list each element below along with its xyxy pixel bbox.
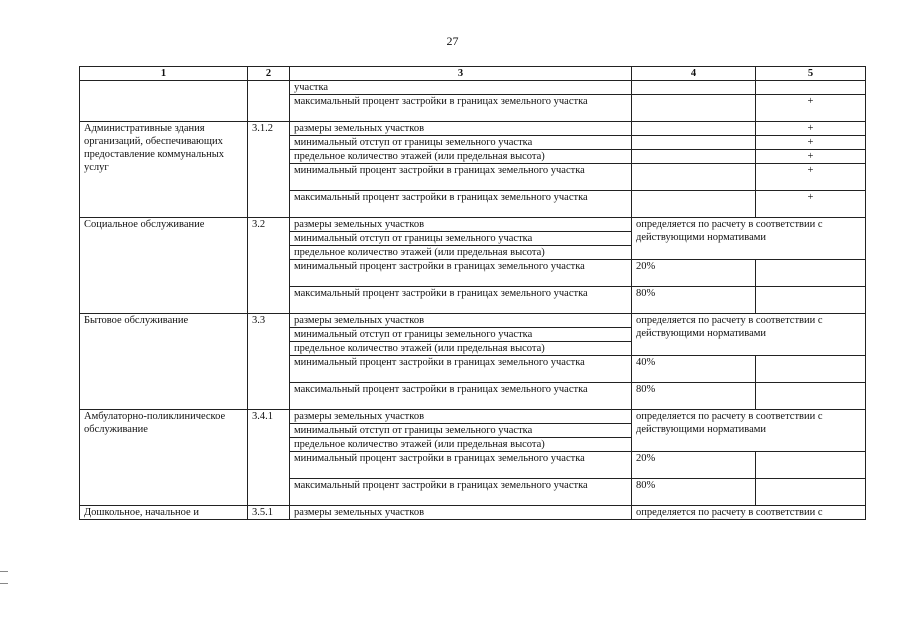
header-row	[80, 67, 866, 81]
parameter-cell: максимальный процент застройки в границах земельного участка	[290, 191, 632, 218]
table-row	[80, 218, 866, 232]
value-cell	[632, 81, 756, 95]
parameter-cell: максимальный процент застройки в границах земельного участка	[290, 287, 632, 314]
mark-cell: +	[756, 95, 866, 122]
parameter-cell: максимальный процент застройки в границах земельного участка	[290, 95, 632, 122]
value-cell	[632, 95, 756, 122]
parameter-cell: размеры земельных участков	[290, 506, 632, 520]
parameter-cell: размеры земельных участков	[290, 314, 632, 328]
header-col-5: 5	[756, 67, 866, 81]
parameter-cell: размеры земельных участков	[290, 122, 632, 136]
use-type-code: 3.1.2	[248, 122, 290, 218]
header-col-4: 4	[632, 67, 756, 81]
mark-cell	[756, 452, 866, 479]
scan-edge-mark	[0, 571, 8, 572]
mark-cell: +	[756, 136, 866, 150]
use-type-code: 3.3	[248, 314, 290, 410]
parameter-cell: предельное количество этажей (или предельная высота)	[290, 438, 632, 452]
mark-cell	[756, 479, 866, 506]
value-cell: 20%	[632, 452, 756, 479]
value-cell	[632, 164, 756, 191]
parameter-cell: минимальный процент застройки в границах земельного участка	[290, 260, 632, 287]
parameter-cell: участка	[290, 81, 632, 95]
parameter-cell: минимальный процент застройки в границах земельного участка	[290, 164, 632, 191]
parameter-cell: минимальный процент застройки в границах земельного участка	[290, 452, 632, 479]
mark-cell	[756, 260, 866, 287]
parameter-cell: максимальный процент застройки в границах земельного участка	[290, 479, 632, 506]
use-type-name: Административные здания организаций, обеспечивающих предоставление коммунальных услуг	[80, 122, 248, 218]
value-cell: 80%	[632, 287, 756, 314]
land-use-regulations-table	[79, 66, 866, 520]
table-row	[80, 81, 866, 95]
parameter-cell: минимальный процент застройки в границах земельного участка	[290, 356, 632, 383]
value-cell: 40%	[632, 356, 756, 383]
use-type-code: 3.5.1	[248, 506, 290, 520]
parameter-cell: минимальный отступ от границы земельного участка	[290, 136, 632, 150]
table-row	[80, 314, 866, 328]
scan-edge-mark	[0, 583, 8, 584]
header-col-1: 1	[80, 67, 248, 81]
mark-cell	[756, 287, 866, 314]
table-row	[80, 506, 866, 520]
parameter-cell: предельное количество этажей (или предельная высота)	[290, 150, 632, 164]
parameter-cell: минимальный отступ от границы земельного участка	[290, 232, 632, 246]
use-type-code: 3.4.1	[248, 410, 290, 506]
header-col-2: 2	[248, 67, 290, 81]
value-cell	[632, 122, 756, 136]
use-type-name: Амбулаторно-поликлиническое обслуживание	[80, 410, 248, 506]
use-type-name	[80, 81, 248, 122]
parameter-cell: размеры земельных участков	[290, 410, 632, 424]
value-cell	[632, 150, 756, 164]
use-type-name: Бытовое обслуживание	[80, 314, 248, 410]
mark-cell: +	[756, 164, 866, 191]
merged-value-cell: определяется по расчету в соответствии с	[632, 506, 866, 520]
mark-cell	[756, 356, 866, 383]
merged-value-cell: определяется по расчету в соответствии с действующими нормативами	[632, 314, 866, 356]
use-type-code: 3.2	[248, 218, 290, 314]
mark-cell: +	[756, 191, 866, 218]
use-type-name: Дошкольное, начальное и	[80, 506, 248, 520]
parameter-cell: предельное количество этажей (или предельная высота)	[290, 342, 632, 356]
parameter-cell: предельное количество этажей (или предельная высота)	[290, 246, 632, 260]
value-cell: 20%	[632, 260, 756, 287]
parameter-cell: минимальный отступ от границы земельного участка	[290, 328, 632, 342]
merged-value-cell: определяется по расчету в соответствии с действующими нормативами	[632, 218, 866, 260]
value-cell: 80%	[632, 479, 756, 506]
parameter-cell: размеры земельных участков	[290, 218, 632, 232]
parameter-cell: минимальный отступ от границы земельного участка	[290, 424, 632, 438]
table-row	[80, 410, 866, 424]
use-type-name: Социальное обслуживание	[80, 218, 248, 314]
merged-value-cell: определяется по расчету в соответствии с действующими нормативами	[632, 410, 866, 452]
mark-cell: +	[756, 122, 866, 136]
value-cell: 80%	[632, 383, 756, 410]
value-cell	[632, 136, 756, 150]
mark-cell: +	[756, 150, 866, 164]
table-row	[80, 122, 866, 136]
page-number: 27	[446, 34, 459, 48]
header-col-3: 3	[290, 67, 632, 81]
use-type-code	[248, 81, 290, 122]
mark-cell	[756, 383, 866, 410]
parameter-cell: максимальный процент застройки в границах земельного участка	[290, 383, 632, 410]
value-cell	[632, 191, 756, 218]
mark-cell	[756, 81, 866, 95]
